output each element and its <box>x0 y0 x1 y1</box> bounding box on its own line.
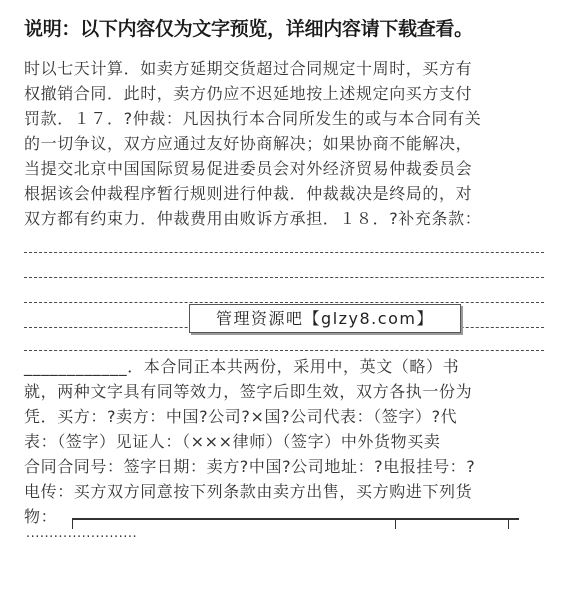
text-line: 根据该会仲裁程序暂行规则进行仲裁．仲裁裁决是终局的，对 <box>24 184 473 203</box>
blank-fill-line <box>24 252 544 253</box>
text-line: 就，两种文字具有同等效力，签字后即生效，双方各执一份为 <box>24 382 473 401</box>
text-line: 物： <box>24 507 58 526</box>
blank-fill-line <box>24 350 544 351</box>
text-line: 的一切争议，双方应通过友好协商解决；如果协商不能解决， <box>24 134 473 153</box>
table-frame-tick <box>508 520 509 529</box>
table-frame-tick <box>72 520 73 529</box>
text-line: 罚款．１７．?仲裁：凡因执行本合同所发生的或与本合同有关 <box>24 109 482 128</box>
text-line: 电传：买方双方同意按下列条款由卖方出售，买方购进下列货 <box>24 482 473 501</box>
trailing-dots: ························ <box>26 530 138 545</box>
contract-paragraph-1 <box>24 56 554 231</box>
blank-fill-line <box>24 277 544 278</box>
text-line: ____________．本合同正本共两份，采用中，英文（略）书 <box>24 357 460 376</box>
source-watermark-box: 管理资源吧【glzy8.com】 <box>189 304 461 333</box>
table-frame-tick <box>395 520 396 529</box>
text-line: 表：（签字）见证人：（×××律师）（签字）中外货物买卖 <box>24 432 441 451</box>
text-line: 当提交北京中国国际贸易促进委员会对外经济贸易仲裁委员会 <box>24 159 473 178</box>
text-line: 权撤销合同．此时，卖方仍应不迟延地按上述规定向买方支付 <box>24 84 473 103</box>
text-line: 合同合同号：签字日期：卖方?中国?公司地址：?电报挂号：? <box>24 457 476 476</box>
table-frame-top <box>72 518 519 530</box>
blank-fill-line <box>24 302 544 303</box>
text-line: 双方都有约束力．仲裁费用由败诉方承担．１８．?补充条款： <box>24 209 482 228</box>
text-line: 凭．买方：?卖方：中国?公司?×国?公司代表：（签字）?代 <box>24 407 458 426</box>
preview-notice: 说明：以下内容仅为文字预览，详细内容请下载查看。 <box>24 18 473 40</box>
contract-paragraph-2 <box>24 354 554 529</box>
text-line: 时以七天计算．如卖方延期交货超过合同规定十周时，买方有 <box>24 59 473 78</box>
